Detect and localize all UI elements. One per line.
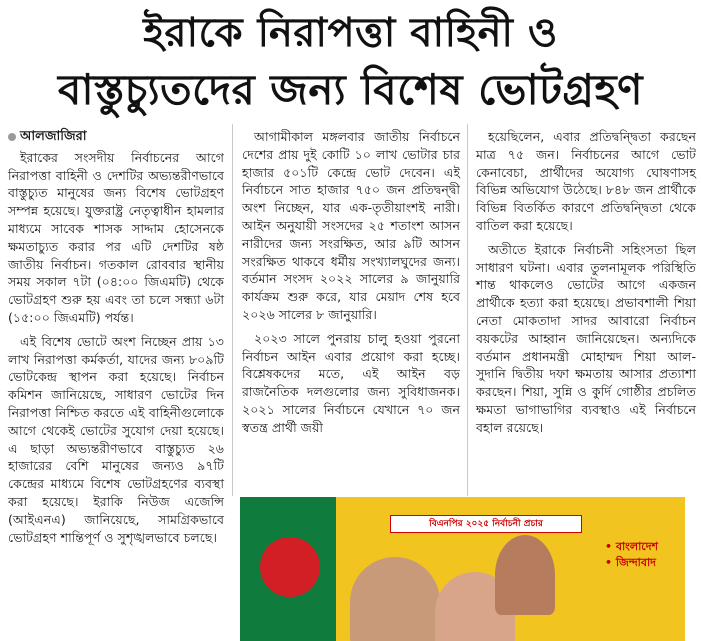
portrait-3 <box>495 535 555 615</box>
ad-slogan <box>605 539 658 571</box>
byline <box>8 128 224 146</box>
article-column-1 <box>8 128 224 552</box>
byline-text: আলজাজিরা <box>20 129 87 144</box>
portrait-1 <box>350 557 440 641</box>
headline-line-1: ইরাকে নিরাপত্তা বাহিনী ও <box>143 10 558 56</box>
bullet-icon <box>8 133 16 141</box>
article-column-2 <box>242 128 460 443</box>
ad-slogan-line-2: • জিন্দাবাদ <box>605 556 656 569</box>
advertisement <box>240 497 685 641</box>
paragraph: ইরাকের সংসদীয় নির্বাচনের আগে নিরাপত্তা বাহিনী ও দেশটির অভ্যন্তরীণভাবে বাস্তুচ্যুত মানুষের জন্য বিশেষ ভোটগ্রহণ সম্পন্ন হয়েছে। যুক্তরাষ্ট্র নেতৃত্বাধীন হামলার মাধ্যমে সাবেক শাসক সাদ্দাম হোসেনকে ক্ষমতাচ্যুত করার পর এটি দেশটির ষষ্ঠ জাতীয় নির্বাচন। গতকাল রোববার স্থানীয় সময় সকাল ৭টা (০৪:০০ জিএমটি) থেকে ভোটগ্রহণ শুরু হয় এবং তা চলে সন্ধ্যা ৬টা (১৫:০০ জিএমটি) পর্যন্ত। <box>8 149 224 325</box>
paragraph: এই বিশেষ ভোটে অংশ নিচ্ছেন প্রায় ১৩ লাখ নিরাপত্তা কর্মকর্তা, যাদের জন্য ৮০৯টি ভোটকেন্দ্র স্থাপন করা হয়েছে। নির্বাচন কমিশন জানিয়েছে, সাধারণ ভোটের দিন নিরাপত্তা নিশ্চিত করতে এই বাহিনীগুলোকে আগে থেকেই ভোটের সুযোগ দেয়া হয়েছে। এ ছাড়া অভ্যন্তরীণভাবে বাস্তুচ্যুত ২৬ হাজারের বেশি মানুষের জন্যও ৯৭টি কেন্দ্রের মাধ্যমে বিশেষ ভোটগ্রহণের ব্যবস্থা করা হয়েছে। ইরাকি নিউজ এজেন্সি (আইএনএ) জানিয়েছে, সামগ্রিকভাবে ভোটগ্রহণ শান্তিপূর্ণ ও সুশৃঙ্খলভাবে চলছে। <box>8 333 224 545</box>
article-column-3 <box>476 128 696 443</box>
flag-red-disc <box>260 537 320 597</box>
column-divider-2 <box>467 124 468 496</box>
paragraph: হয়েছিলেন, এবার প্রতিদ্বন্দ্বিতা করছেন মাত্র ৭৫ জন। নির্বাচনের আগে ভোট কেনাবেচা, প্রার্থীদের অযোগ্য ঘোষণাসহ বিভিন্ন অভিযোগ উঠেছে। ৮৪৮ জন প্রার্থীকে বিভিন্ন বিতর্কিত কারণে প্রতিদ্বন্দ্বিতা থেকে বাতিল করা হয়েছে। <box>476 129 696 233</box>
ad-slogan-line-1: • বাংলাদেশ <box>605 540 659 553</box>
ad-banner: বিএনপির ২০২৫ নির্বাচনী প্রচার <box>390 515 582 533</box>
paragraph: ২০২৩ সালে পুনরায় চালু হওয়া পুরনো নির্বাচন আইন এবার প্রয়োগ করা হচ্ছে। বিশ্লেষকদের মতে, এই আইন বড় রাজনৈতিক দলগুলোর জন্য সুবিধাজনক। ২০২১ সালের নির্বাচনে যেখানে ৭০ জন স্বতন্ত্র প্রার্থী জয়ী <box>242 330 460 435</box>
headline-line-2: বাস্তুচ্যুতদের জন্য বিশেষ ভোটগ্রহণ <box>58 65 643 114</box>
paragraph: অতীতে ইরাকে নির্বাচনী সহিংসতা ছিল সাধারণ ঘটনা। এবার তুলনামূলক পরিস্থিতি শান্ত থাকলেও ভোটের আগে একজন প্রার্থীকে হত্যা করা হয়েছে। প্রভাবশালী শিয়া নেতা মোকতাদা সাদর আবারো নির্বাচন বয়কটের আহ্বান জানিয়েছেন। অন্যদিকে বর্তমান প্রধানমন্ত্রী মোহাম্মদ শিয়া আল-সুদানি দ্বিতীয় দফা ক্ষমতায় আসার প্রত্যাশা করছেন। শিয়া, সুন্নি ও কুর্দি গোষ্ঠীর প্রচলিত ক্ষমতা ভাগাভাগির ব্যবস্থাও এই নির্বাচনে বহাল রয়েছে। <box>476 241 696 435</box>
paragraph: আগামীকাল মঙ্গলবার জাতীয় নির্বাচনে দেশের প্রায় দুই কোটি ১০ লাখ ভোটার চার হাজার ৫০১টি কেন্দ্রে ভোট দেবেন। এই নির্বাচনে সাত হাজার ৭৫০ জন প্রতিদ্বন্দ্বী অংশ নিচ্ছেন, যার এক-তৃতীয়াংশই নারী। আইন অনুযায়ী সংসদের ২৫ শতাংশ আসন নারীদের জন্য সংরক্ষিত, আর ৯টি আসন সংরক্ষিত থাকবে ধর্মীয় সংখ্যালঘুদের জন্য। বর্তমান সংসদ ২০২২ সালের ৯ জানুয়ারি কার্যক্রম শুরু করে, যার মেয়াদ শেষ হবে ২০২৬ সালের ৮ জানুয়ারি। <box>242 129 460 322</box>
column-divider-1 <box>232 124 233 496</box>
